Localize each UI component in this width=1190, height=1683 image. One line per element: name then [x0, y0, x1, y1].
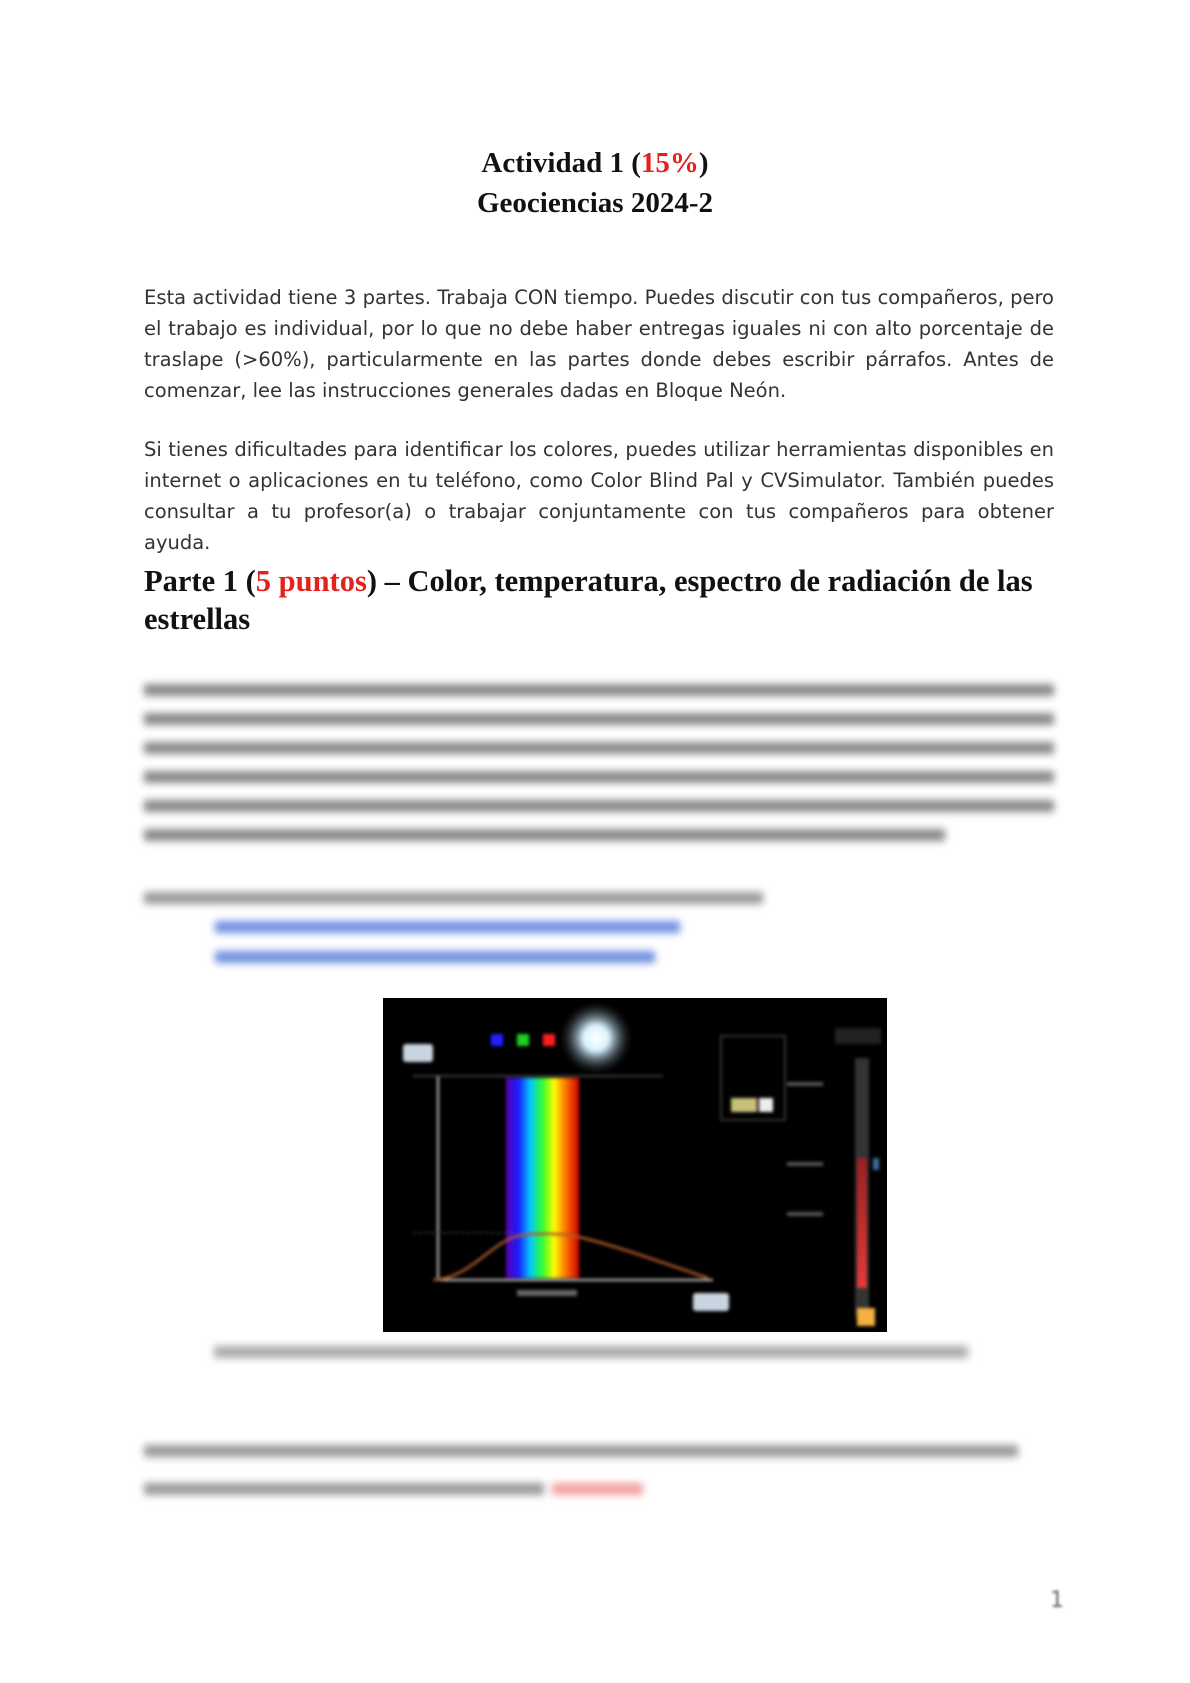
document-title — [0, 143, 1190, 223]
title-percent: 15% — [640, 147, 699, 179]
intro-paragraph-1: Esta actividad tiene 3 partes. Trabaja CON tiempo. Puedes discutir con tus compañeros, pero el trabajo es individual, por lo que no debe haber entregas iguales ni con alto porcentaje de traslape (>60%), particularmente en las partes donde debes escribir párrafos. Antes de comenzar, lee las instrucciones generales dadas en Bloque Neón. — [144, 286, 1054, 402]
blurred-link[interactable] — [215, 912, 715, 963]
part1-heading: Parte 1 (5 puntos) – Color, temperatura, espectro de radiación de las estrellas — [144, 564, 1033, 636]
intro-paragraph-2: Si tienes dificultades para identificar los colores, puedes utilizar herramientas disponibles en internet o aplicaciones en tu teléfono, como Color Blind Pal y CVSimulator. También puedes consultar a tu profesor(a) o trabajar conjuntamente con tus compañeros para obtener ayuda. — [144, 438, 1054, 554]
simulation-figure — [383, 998, 887, 1332]
part1-points: 5 puntos — [255, 564, 367, 598]
subtitle-line: Geociencias 2024-2 — [477, 187, 713, 219]
title-line: Actividad 1 (15%) — [481, 147, 709, 179]
page-number: 1 — [1050, 1588, 1064, 1613]
blurred-instruction — [144, 883, 1054, 913]
blurred-figure-caption — [214, 1337, 1034, 1367]
blurred-paragraph — [144, 675, 1054, 858]
blackbody-spectrum-image — [383, 998, 887, 1332]
blurred-question — [144, 1436, 1054, 1505]
